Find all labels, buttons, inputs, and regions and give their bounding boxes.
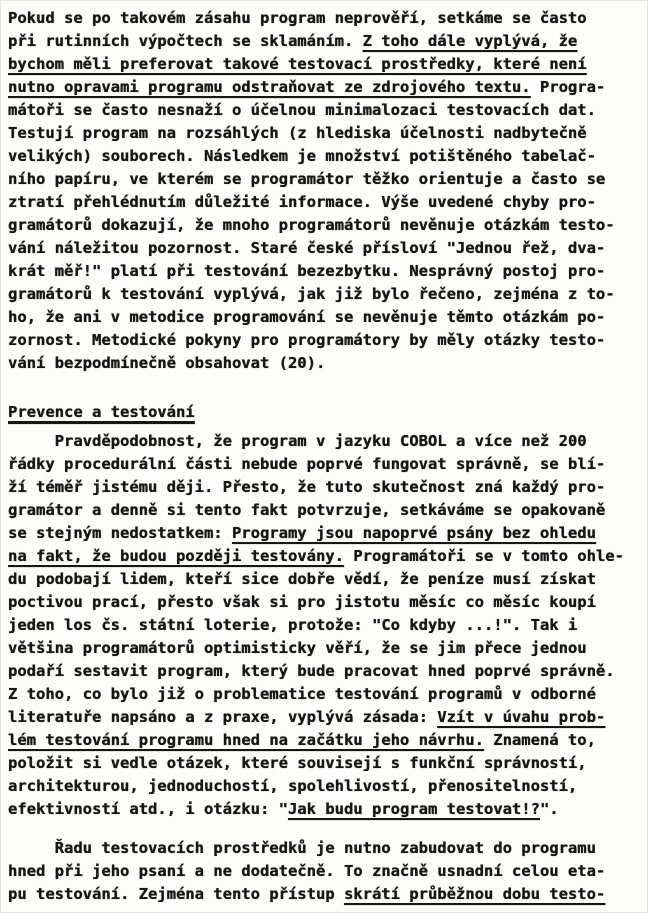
text-segment: většina programátorů optimisticky věří, že se jim přece jednou [8, 639, 587, 657]
underlined-text-segment: na fakt, že budou později testovány. [8, 547, 344, 565]
text-line [8, 260, 642, 283]
text-segment: ztratí přehlédnutím důležité informace. Výše uvedené chyby pro- [8, 193, 596, 211]
text-segment: Znamená to, [483, 731, 596, 749]
text-line [8, 637, 642, 660]
text-line [8, 706, 642, 729]
text-line [8, 329, 642, 352]
text-segment: Z toho, co bylo již o problematice testování programů v odborné [8, 685, 596, 703]
text-segment: gramátor a denně si tento fakt potvrzuje, setkáváme se opakovaně [8, 501, 606, 519]
text-line [8, 283, 642, 306]
text-line [8, 430, 642, 453]
text-segment: velikých) souborech. Následkem je množství potištěného tabelač- [8, 147, 596, 165]
text-line [8, 168, 642, 191]
text-segment: se stejným nedostatkem: [8, 524, 232, 542]
text-segment: vání náležitou pozornost. Staré české přísloví "Jednou řež, dva- [8, 239, 606, 257]
text-segment: efektivností atd., i otázku: " [8, 800, 288, 818]
underlined-text-segment: bychom měli preferovat takové testovací prostředky, které není [8, 55, 587, 73]
text-segment: zornost. Metodické pokyny pro programátory by měly otázky testo- [8, 331, 606, 349]
text-line [8, 99, 642, 122]
text-line [8, 7, 642, 30]
text-line [8, 522, 642, 545]
text-segment: Řadu testovacích prostředků je nutno zabudovat do programu [8, 839, 596, 857]
text-segment: mátoři se často nesnaží o účelnou minimalozaci testovacích dat. [8, 101, 596, 119]
text-segment: Testují program na rozsáhlých (z hlediska účelnosti nadbytečně [8, 124, 587, 142]
text-line [8, 237, 642, 260]
text-segment: řádky procedurální části nebude poprvé fungovat správně, se blí- [8, 455, 606, 473]
text-line [8, 883, 642, 906]
text-line [8, 352, 642, 375]
paragraph-1 [8, 7, 642, 375]
text-segment: krát měř!" platí při testování bezezbytku. Nesprávný postoj pro- [8, 262, 606, 280]
text-line [8, 145, 642, 168]
text-segment: Programátoři se v tomto ohle- [343, 547, 624, 565]
text-line [8, 53, 642, 76]
text-segment: ního papíru, ve kterém se programátor těžko orientuje a často se [8, 170, 606, 188]
text-segment: du podobají lidem, kteří sice dobře vědí, že peníze musí získat [8, 570, 596, 588]
text-line [8, 729, 642, 752]
text-line [8, 837, 642, 860]
text-line [8, 568, 642, 591]
text-segment: ". [539, 800, 559, 818]
text-segment: hned při jeho psaní a ne dodatečně. To značně usnadní celou eta- [8, 862, 606, 880]
text-segment: podaří sestavit program, který bude pracovat hned poprvé správně. [8, 662, 615, 680]
underlined-text-segment: Programy jsou napoprvé psány bez ohledu [231, 524, 596, 542]
text-segment: gramátorů dokazují, že mnoho programátorů nevěnuje otázkám testo- [8, 216, 615, 234]
text-line [8, 798, 642, 821]
text-segment: Pokud se po takovém zásahu program neprověří, setkáme se často [8, 9, 587, 27]
text-segment: jeden los čs. státní loterie, protože: "Co kdyby ...!". Tak i [8, 616, 578, 634]
text-line [8, 752, 642, 775]
text-segment: literatuře napsáno a z praxe, vyplývá zásada: [8, 708, 438, 726]
underlined-text-segment: Prevence a testování [8, 403, 195, 421]
text-line [8, 614, 642, 637]
underlined-text-segment: Vzít v úvahu prob- [437, 708, 606, 726]
text-line [8, 775, 642, 798]
text-line [8, 860, 642, 883]
text-segment: ží téměř jistému ději. Přesto, že tuto skutečnost zná každý pro- [8, 478, 606, 496]
text-line [8, 660, 642, 683]
underlined-text-segment: nutno opravami programu odstraňovat ze zdrojového textu. [8, 78, 531, 96]
text-segment: Progra- [530, 78, 606, 96]
text-segment: ho, že ani v metodice programování se nevěnuje těmto otázkám po- [8, 308, 606, 326]
text-segment: Pravděpodobnost, že program v jazyku COBOL a více než 200 [8, 432, 587, 450]
paragraph-3 [8, 837, 642, 906]
text-line [8, 401, 642, 424]
text-line [8, 591, 642, 614]
text-segment: položit si vedle otázek, které souvisejí s funkční správností, [8, 754, 587, 772]
underlined-text-segment: lém testování programu hned na začátku jeho návrhu. [8, 731, 484, 749]
section-heading [8, 401, 642, 424]
text-line [8, 30, 642, 53]
text-segment: gramátorů k testování vyplývá, jak již bylo řečeno, zejména z to- [8, 285, 615, 303]
text-segment: poctivou prací, přesto však si pro jistotu měsíc co měsíc koupí [8, 593, 596, 611]
text-line [8, 683, 642, 706]
text-line [8, 545, 642, 568]
text-segment: pu testování. Zejména tento přístup [8, 885, 344, 903]
text-line [8, 122, 642, 145]
text-line [8, 476, 642, 499]
text-line [8, 191, 642, 214]
text-line [8, 453, 642, 476]
text-line [8, 214, 642, 237]
text-line [8, 76, 642, 99]
text-line [8, 499, 642, 522]
paragraph-2 [8, 430, 642, 821]
text-segment: vání bezpodmínečně obsahovat (20). [8, 354, 326, 372]
underlined-text-segment: Z toho dále vyplývá, že [362, 32, 578, 50]
text-segment: architekturou, jednoduchostí, spolehlivostí, přenositelností, [8, 777, 578, 795]
underlined-text-segment: skrátí průběžnou dobu testo- [343, 885, 606, 903]
text-line [8, 306, 642, 329]
underlined-text-segment: Jak budu program testovat!? [287, 800, 540, 818]
text-segment: při rutinních výpočtech se sklamáním. [8, 32, 363, 50]
